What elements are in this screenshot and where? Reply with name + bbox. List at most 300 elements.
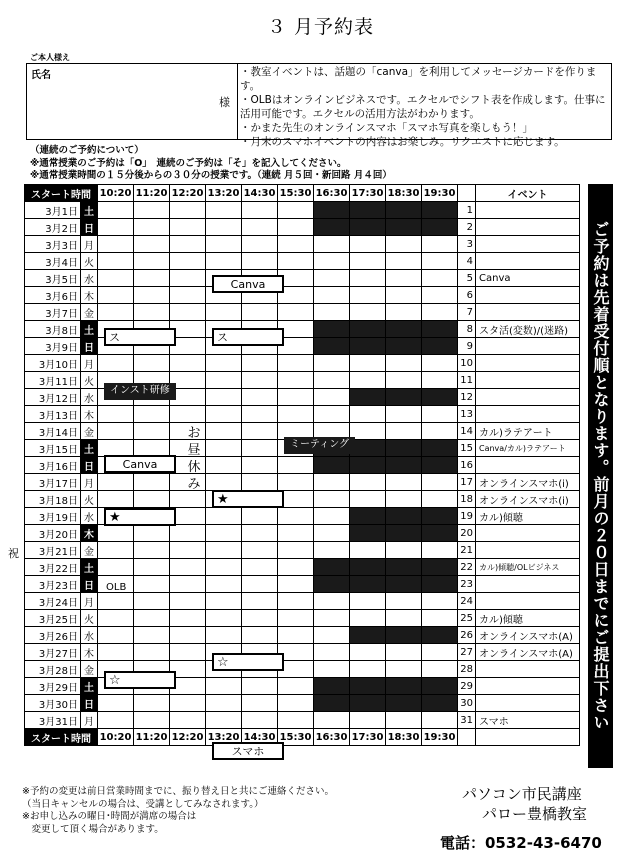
slot-cell-1020[interactable] — [98, 474, 134, 491]
weekday-cell: 土 — [81, 202, 98, 219]
slot-cell-1120[interactable] — [134, 712, 170, 729]
slot-cell-1730[interactable] — [350, 491, 386, 508]
slot-cell-1320[interactable] — [206, 695, 242, 712]
slot-cell-1320[interactable] — [206, 304, 242, 321]
slot-cell-1530[interactable] — [278, 695, 314, 712]
table-row — [25, 712, 580, 729]
event-cell — [476, 695, 580, 712]
slot-cell-1020[interactable] — [98, 440, 134, 457]
slot-cell-1320[interactable] — [206, 389, 242, 406]
slot-cell-1320[interactable] — [206, 712, 242, 729]
event-cell — [476, 372, 580, 389]
school-name-1: パソコン市民講座 — [462, 785, 582, 803]
slot-cell-1320[interactable] — [206, 627, 242, 644]
day-number: 2 — [458, 219, 476, 236]
slot-cell-1120[interactable] — [134, 202, 170, 219]
slot-cell-1430[interactable] — [242, 559, 278, 576]
slot-cell-1020[interactable] — [98, 644, 134, 661]
event-cell: カル)ラテアート — [476, 423, 580, 440]
slot-cell-1930[interactable] — [422, 304, 458, 321]
slot-cell-1630[interactable] — [314, 304, 350, 321]
slot-cell-1020[interactable] — [98, 270, 134, 287]
slot-cell-1320[interactable] — [206, 678, 242, 695]
event-cell — [476, 338, 580, 355]
slot-cell-1830 — [386, 389, 422, 406]
slot-cell-1530[interactable] — [278, 508, 314, 525]
table-row — [25, 559, 580, 576]
footer-row — [25, 729, 580, 746]
slot-cell-1930 — [422, 576, 458, 593]
slot-cell-1120[interactable] — [134, 219, 170, 236]
slot-cell-1320[interactable] — [206, 542, 242, 559]
slot-cell-1430[interactable] — [242, 610, 278, 627]
honorific: 様 — [219, 96, 230, 109]
slot-cell-1530[interactable] — [278, 576, 314, 593]
slot-cell-1430[interactable] — [242, 695, 278, 712]
slot-cell-1630[interactable] — [314, 389, 350, 406]
slot-cell-1630[interactable] — [314, 508, 350, 525]
slot-cell-1320[interactable] — [206, 610, 242, 627]
slot-cell-1320[interactable] — [206, 423, 242, 440]
slot-cell-1120[interactable] — [134, 304, 170, 321]
slot-cell-1220 — [170, 270, 206, 287]
weekday-cell: 水 — [81, 270, 98, 287]
slot-cell-1630[interactable] — [314, 270, 350, 287]
slot-cell-1120[interactable] — [134, 423, 170, 440]
event-cell: Canva/カル)ラテアート — [476, 440, 580, 457]
slot-cell-1530[interactable] — [278, 593, 314, 610]
date-cell: 3月29日 — [25, 678, 81, 695]
slot-cell-1220 — [170, 491, 206, 508]
slot-cell-1830[interactable] — [386, 644, 422, 661]
slot-cell-1830[interactable] — [386, 304, 422, 321]
day-number: 18 — [458, 491, 476, 508]
slot-cell-1830 — [386, 678, 422, 695]
slot-cell-1120[interactable] — [134, 542, 170, 559]
day-number: 26 — [458, 627, 476, 644]
slot-cell-1320[interactable] — [206, 508, 242, 525]
weekday-cell: 月 — [81, 712, 98, 729]
slot-cell-1430[interactable] — [242, 236, 278, 253]
footer-note-1: ※予約の変更は前日営業時間までに、振り替え日と共にご連絡ください。 — [22, 786, 334, 797]
slot-cell-1320[interactable] — [206, 236, 242, 253]
slot-cell-1730[interactable] — [350, 644, 386, 661]
slot-cell-1530[interactable] — [278, 389, 314, 406]
header-num-spacer — [458, 185, 476, 202]
phone-number: 電話：0532-43-6470 — [440, 834, 602, 852]
page-title: ３ 月予約表 — [266, 16, 375, 38]
weekday-cell: 木 — [81, 287, 98, 304]
slot-cell-1320[interactable] — [206, 253, 242, 270]
day-number: 25 — [458, 610, 476, 627]
slot-cell-1120[interactable] — [134, 576, 170, 593]
event-cell — [476, 304, 580, 321]
slot-cell-1830[interactable] — [386, 355, 422, 372]
slot-cell-1930[interactable] — [422, 644, 458, 661]
slot-cell-1830 — [386, 508, 422, 525]
date-cell: 3月14日 — [25, 423, 81, 440]
event-cell: オンラインスマホ(A) — [476, 627, 580, 644]
slot-cell-1630[interactable] — [314, 542, 350, 559]
slot-cell-1530[interactable] — [278, 202, 314, 219]
slot-cell-1930[interactable] — [422, 372, 458, 389]
slot-cell-1730[interactable] — [350, 712, 386, 729]
table-row — [25, 644, 580, 661]
slot-cell-1430[interactable] — [242, 355, 278, 372]
slot-cell-1630 — [314, 219, 350, 236]
slot-cell-1730[interactable] — [350, 253, 386, 270]
slot-cell-1830[interactable] — [386, 270, 422, 287]
slot-cell-1830[interactable] — [386, 661, 422, 678]
slot-cell-1730[interactable] — [350, 372, 386, 389]
slot-cell-1020[interactable] — [98, 355, 134, 372]
slot-cell-1630[interactable] — [314, 593, 350, 610]
table-row — [25, 287, 580, 304]
footer-note-2: （当日キャンセルの場合は、受講としてみなされます。） — [22, 798, 264, 810]
slot-cell-1320[interactable] — [206, 457, 242, 474]
slot-cell-1020[interactable] — [98, 236, 134, 253]
slot-cell-1220 — [170, 253, 206, 270]
day-number: 1 — [458, 202, 476, 219]
event-cell — [476, 202, 580, 219]
slot-cell-1120[interactable] — [134, 355, 170, 372]
date-cell: 3月13日 — [25, 406, 81, 423]
slot-cell-1630[interactable] — [314, 610, 350, 627]
date-cell: 3月31日 — [25, 712, 81, 729]
slot-cell-1530[interactable] — [278, 610, 314, 627]
slot-cell-1930[interactable] — [422, 474, 458, 491]
table-row — [25, 610, 580, 627]
weekday-cell: 木 — [81, 406, 98, 423]
slot-cell-1830 — [386, 321, 422, 338]
slot-cell-1120[interactable] — [134, 525, 170, 542]
slot-cell-1320[interactable] — [206, 576, 242, 593]
slot-cell-1020[interactable] — [98, 542, 134, 559]
slot-cell-1930[interactable] — [422, 236, 458, 253]
slot-cell-1730[interactable] — [350, 355, 386, 372]
slot-cell-1730[interactable] — [350, 236, 386, 253]
slot-cell-1430[interactable] — [242, 372, 278, 389]
day-number: 29 — [458, 678, 476, 695]
footer-time-9: 19:30 — [422, 729, 458, 746]
slot-cell-1630 — [314, 559, 350, 576]
slot-cell-1930[interactable] — [422, 406, 458, 423]
date-cell: 3月19日 — [25, 508, 81, 525]
school-name-2: パロー豊橋教室 — [482, 805, 588, 823]
slot-cell-1730[interactable] — [350, 661, 386, 678]
slot-cell-1220 — [170, 610, 206, 627]
slot-cell-1530[interactable] — [278, 678, 314, 695]
slot-cell-1630[interactable] — [314, 406, 350, 423]
day-number: 10 — [458, 355, 476, 372]
slot-cell-1120[interactable] — [134, 695, 170, 712]
slot-cell-1430[interactable] — [242, 712, 278, 729]
slot-cell-1730[interactable] — [350, 610, 386, 627]
slot-cell-1530[interactable] — [278, 627, 314, 644]
event-cell: カル)傾聴 — [476, 610, 580, 627]
slot-cell-1020[interactable] — [98, 627, 134, 644]
slot-cell-1930 — [422, 678, 458, 695]
slot-cell-1830 — [386, 525, 422, 542]
weekday-cell: 日 — [81, 695, 98, 712]
slot-cell-1430[interactable] — [242, 457, 278, 474]
slot-cell-1930[interactable] — [422, 712, 458, 729]
slot-cell-1730[interactable] — [350, 474, 386, 491]
slot-cell-1320[interactable] — [206, 474, 242, 491]
slot-cell-1020[interactable] — [98, 253, 134, 270]
slot-cell-1930[interactable] — [422, 661, 458, 678]
table-row — [25, 253, 580, 270]
header-time-1: 11:20 — [134, 185, 170, 202]
slot-cell-1430[interactable] — [242, 508, 278, 525]
slot-cell-1020[interactable] — [98, 304, 134, 321]
slot-cell-1120[interactable] — [134, 559, 170, 576]
slot-cell-1630[interactable] — [314, 712, 350, 729]
slot-cell-1430[interactable] — [242, 627, 278, 644]
slot-cell-1930[interactable] — [422, 423, 458, 440]
event-cell: カル)傾聴 — [476, 508, 580, 525]
slot-cell-1530[interactable] — [278, 219, 314, 236]
slot-cell-1320[interactable] — [206, 219, 242, 236]
slot-cell-1830[interactable] — [386, 423, 422, 440]
slot-cell-1830[interactable] — [386, 491, 422, 508]
footer-time-2: 12:20 — [170, 729, 206, 746]
slot-cell-1430[interactable] — [242, 253, 278, 270]
slot-cell-1430[interactable] — [242, 525, 278, 542]
slot-cell-1320[interactable] — [206, 202, 242, 219]
date-cell: 3月17日 — [25, 474, 81, 491]
footer-time-1: 11:20 — [134, 729, 170, 746]
slot-cell-1020[interactable] — [98, 695, 134, 712]
slot-cell-1430[interactable] — [242, 202, 278, 219]
slot-cell-1430[interactable] — [242, 474, 278, 491]
slot-cell-1630[interactable] — [314, 474, 350, 491]
slot-cell-1930[interactable] — [422, 610, 458, 627]
slot-cell-1830[interactable] — [386, 236, 422, 253]
slot-cell-1430[interactable] — [242, 678, 278, 695]
date-cell: 3月16日 — [25, 457, 81, 474]
slot-cell-1220 — [170, 576, 206, 593]
slot-cell-1930 — [422, 440, 458, 457]
slot-cell-1930 — [422, 389, 458, 406]
slot-cell-1320[interactable] — [206, 372, 242, 389]
slot-cell-1530[interactable] — [278, 712, 314, 729]
footer-time-0: 10:20 — [98, 729, 134, 746]
slot-cell-1730 — [350, 338, 386, 355]
slot-cell-1530[interactable] — [278, 457, 314, 474]
slot-cell-1530[interactable] — [278, 542, 314, 559]
slot-cell-1730 — [350, 202, 386, 219]
slot-cell-1730 — [350, 559, 386, 576]
slot-cell-1730[interactable] — [350, 542, 386, 559]
slot-cell-1320[interactable] — [206, 593, 242, 610]
slot-cell-1630[interactable] — [314, 525, 350, 542]
weekday-cell: 日 — [81, 576, 98, 593]
slot-cell-1930[interactable] — [422, 593, 458, 610]
slot-cell-1120[interactable] — [134, 287, 170, 304]
slot-cell-1930[interactable] — [422, 287, 458, 304]
weekday-cell: 土 — [81, 440, 98, 457]
footer-time-4: 14:30 — [242, 729, 278, 746]
slot-cell-1530[interactable] — [278, 236, 314, 253]
slot-cell-1320[interactable] — [206, 559, 242, 576]
slot-cell-1020[interactable] — [98, 219, 134, 236]
slot-cell-1120[interactable] — [134, 236, 170, 253]
slot-cell-1730[interactable] — [350, 406, 386, 423]
note-2: ・OLBはオンラインビジネスです。エクセルでシフト表を作成します。仕事に活用可能です。エクセルの活用方法がわかります。 — [240, 94, 606, 120]
slot-cell-1320[interactable] — [206, 440, 242, 457]
slot-cell-1530[interactable] — [278, 525, 314, 542]
slot-cell-1730 — [350, 695, 386, 712]
slot-cell-1530[interactable] — [278, 253, 314, 270]
date-cell: 3月8日 — [25, 321, 81, 338]
slot-cell-1320[interactable] — [206, 406, 242, 423]
slot-cell-1220 — [170, 559, 206, 576]
slot-cell-1020[interactable] — [98, 525, 134, 542]
note-3: ・かまた先生のオンラインスマホ「スマホ写真を楽しもう！」 — [240, 122, 533, 134]
weekday-cell: 月 — [81, 474, 98, 491]
slot-cell-1730[interactable] — [350, 304, 386, 321]
slot-cell-1830 — [386, 695, 422, 712]
slot-cell-1630[interactable] — [314, 236, 350, 253]
slot-cell-1930[interactable] — [422, 355, 458, 372]
slot-cell-1730 — [350, 219, 386, 236]
weekday-cell: 土 — [81, 559, 98, 576]
event-cell: オンラインスマホ(i) — [476, 491, 580, 508]
slot-cell-1830[interactable] — [386, 287, 422, 304]
footer-time-7: 17:30 — [350, 729, 386, 746]
slot-cell-1020[interactable] — [98, 287, 134, 304]
slot-cell-1120[interactable] — [134, 440, 170, 457]
slot-cell-1320[interactable] — [206, 525, 242, 542]
slot-cell-1430[interactable] — [242, 423, 278, 440]
day-number: 6 — [458, 287, 476, 304]
slot-cell-1630[interactable] — [314, 644, 350, 661]
weekday-cell: 水 — [81, 627, 98, 644]
slot-cell-1120[interactable] — [134, 610, 170, 627]
day-number: 3 — [458, 236, 476, 253]
slot-cell-1430[interactable] — [242, 389, 278, 406]
slot-cell-1430[interactable] — [242, 219, 278, 236]
footer-start-label: スタート時間 — [25, 729, 98, 746]
slot-cell-1020[interactable] — [98, 712, 134, 729]
day-number: 8 — [458, 321, 476, 338]
footer-note-4: 変更して頂く場合があります。 — [22, 823, 164, 835]
slot-cell-1830 — [386, 457, 422, 474]
slot-cell-1730[interactable] — [350, 593, 386, 610]
event-cell — [476, 406, 580, 423]
slot-cell-1630[interactable] — [314, 355, 350, 372]
slot-cell-1630[interactable] — [314, 627, 350, 644]
instruction-1: （連続のご予約について） — [30, 145, 144, 156]
slot-cell-1930[interactable] — [422, 542, 458, 559]
slot-cell-1830[interactable] — [386, 593, 422, 610]
instruction-2: ※通常授業のご予約は「O」 連続のご予約は「そ」を記入してください。 — [30, 157, 347, 169]
slot-cell-1430[interactable] — [242, 304, 278, 321]
slot-cell-1930 — [422, 202, 458, 219]
slot-cell-1120[interactable] — [134, 406, 170, 423]
slot-cell-1830[interactable] — [386, 474, 422, 491]
slot-cell-1020[interactable] — [98, 491, 134, 508]
slot-cell-1630[interactable] — [314, 491, 350, 508]
slot-cell-1220 — [170, 219, 206, 236]
slot-cell-1020[interactable] — [98, 423, 134, 440]
slot-cell-1630[interactable] — [314, 661, 350, 678]
slot-cell-1430[interactable] — [242, 576, 278, 593]
slot-cell-1120[interactable] — [134, 627, 170, 644]
slot-cell-1020[interactable] — [98, 406, 134, 423]
slot-cell-1730[interactable] — [350, 287, 386, 304]
slot-cell-1830[interactable] — [386, 610, 422, 627]
slot-cell-1830[interactable] — [386, 712, 422, 729]
slot-cell-1320[interactable] — [206, 355, 242, 372]
slot-cell-1120[interactable] — [134, 253, 170, 270]
slot-cell-1530[interactable] — [278, 372, 314, 389]
slot-cell-1730[interactable] — [350, 270, 386, 287]
slot-cell-1430[interactable] — [242, 593, 278, 610]
weekday-cell: 土 — [81, 321, 98, 338]
slot-cell-1120[interactable] — [134, 491, 170, 508]
date-cell: 3月20日 — [25, 525, 81, 542]
slot-cell-1020[interactable] — [98, 610, 134, 627]
event-cell — [476, 287, 580, 304]
day-number: 12 — [458, 389, 476, 406]
slot-cell-1430[interactable] — [242, 542, 278, 559]
event-cell — [476, 542, 580, 559]
slot-cell-1730 — [350, 508, 386, 525]
slot-cell-1630[interactable] — [314, 253, 350, 270]
slot-cell-1630[interactable] — [314, 372, 350, 389]
slot-cell-1930 — [422, 508, 458, 525]
weekday-cell: 日 — [81, 457, 98, 474]
weekday-cell: 火 — [81, 372, 98, 389]
slot-cell-1830[interactable] — [386, 542, 422, 559]
day-number: 24 — [458, 593, 476, 610]
slot-cell-1530[interactable] — [278, 304, 314, 321]
slot-cell-1930[interactable] — [422, 253, 458, 270]
slot-cell-1630 — [314, 576, 350, 593]
slot-cell-1120[interactable] — [134, 474, 170, 491]
slot-cell-1930[interactable] — [422, 270, 458, 287]
slot-cell-1120[interactable] — [134, 593, 170, 610]
slot-cell-1430[interactable] — [242, 440, 278, 457]
slot-cell-1830[interactable] — [386, 372, 422, 389]
date-cell: 3月25日 — [25, 610, 81, 627]
slot-cell-1020[interactable] — [98, 202, 134, 219]
date-cell: 3月21日 — [25, 542, 81, 559]
slot-cell-1830[interactable] — [386, 406, 422, 423]
slot-cell-1530[interactable] — [278, 559, 314, 576]
slot-cell-1630[interactable] — [314, 287, 350, 304]
slot-cell-1120[interactable] — [134, 270, 170, 287]
slot-cell-1830[interactable] — [386, 253, 422, 270]
day-number: 16 — [458, 457, 476, 474]
slot-cell-1530[interactable] — [278, 474, 314, 491]
date-cell: 3月10日 — [25, 355, 81, 372]
holiday-mark: 祝 — [8, 547, 19, 560]
slot-cell-1020[interactable] — [98, 559, 134, 576]
slot-cell-1930[interactable] — [422, 491, 458, 508]
slot-cell-1120[interactable] — [134, 644, 170, 661]
slot-cell-1630 — [314, 695, 350, 712]
slot-cell-1530[interactable] — [278, 406, 314, 423]
date-cell: 3月30日 — [25, 695, 81, 712]
slot-cell-1430[interactable] — [242, 406, 278, 423]
date-cell: 3月7日 — [25, 304, 81, 321]
slot-cell-1530[interactable] — [278, 355, 314, 372]
weekday-cell: 水 — [81, 508, 98, 525]
event-cell — [476, 219, 580, 236]
